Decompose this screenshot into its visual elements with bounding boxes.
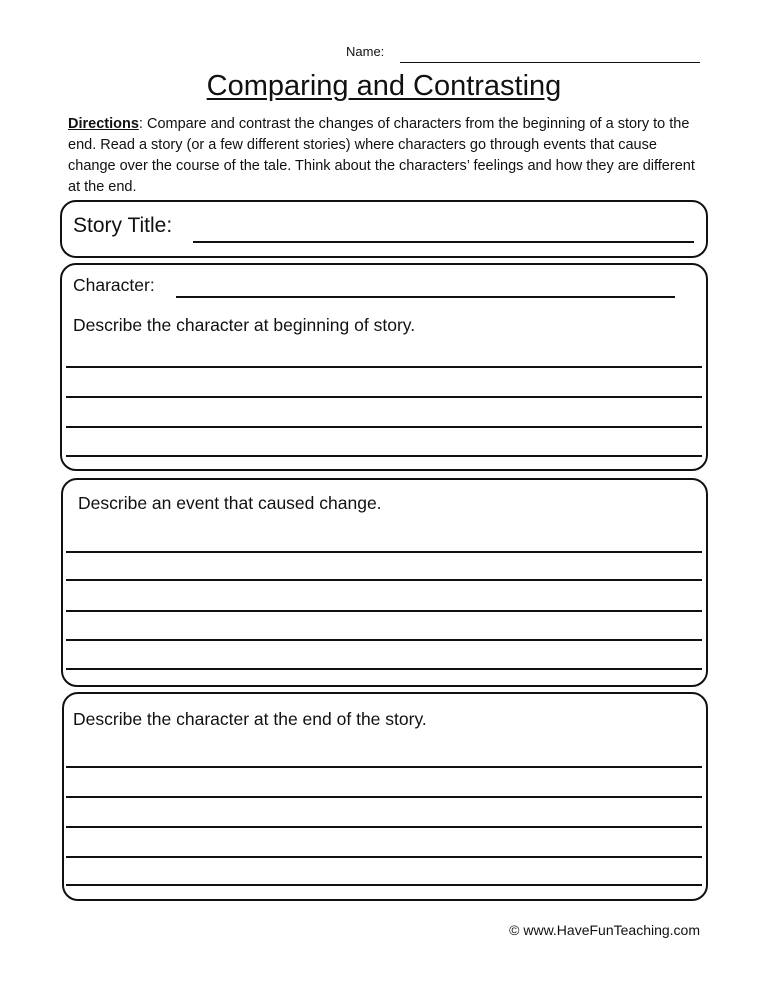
name-blank-line[interactable]	[400, 62, 700, 63]
writing-line[interactable]	[66, 366, 702, 368]
writing-line[interactable]	[66, 826, 702, 828]
story-title-blank-line[interactable]	[193, 241, 694, 243]
directions-label: Directions	[68, 116, 139, 132]
name-label: Name:	[346, 44, 385, 59]
story-title-label: Story Title:	[73, 214, 173, 237]
writing-line[interactable]	[66, 766, 702, 768]
directions-paragraph	[68, 114, 698, 198]
writing-line[interactable]	[66, 426, 702, 428]
writing-line[interactable]	[66, 396, 702, 398]
worksheet-title: Comparing and Contrasting	[206, 70, 562, 102]
writing-line[interactable]	[66, 856, 702, 858]
writing-line[interactable]	[66, 796, 702, 798]
writing-line[interactable]	[66, 884, 702, 886]
writing-line[interactable]	[66, 579, 702, 581]
writing-line[interactable]	[66, 639, 702, 641]
copyright-footer: © www.HaveFunTeaching.com	[509, 922, 700, 938]
directions-text: : Compare and contrast the changes of characters from the beginning of a story to the end. Read a story (or a few different stories) where characters go through events that cause change over the course of the tale. Think about the characters’ feelings and how they are different at the end.	[68, 116, 695, 195]
character-blank-line[interactable]	[176, 296, 675, 298]
writing-line[interactable]	[66, 610, 702, 612]
writing-line[interactable]	[66, 455, 702, 457]
end-prompt: Describe the character at the end of the story.	[73, 709, 427, 729]
beginning-prompt: Describe the character at beginning of story.	[73, 315, 416, 335]
event-prompt: Describe an event that caused change.	[78, 493, 382, 513]
writing-line[interactable]	[66, 551, 702, 553]
writing-line[interactable]	[66, 668, 702, 670]
character-label: Character:	[73, 275, 155, 295]
